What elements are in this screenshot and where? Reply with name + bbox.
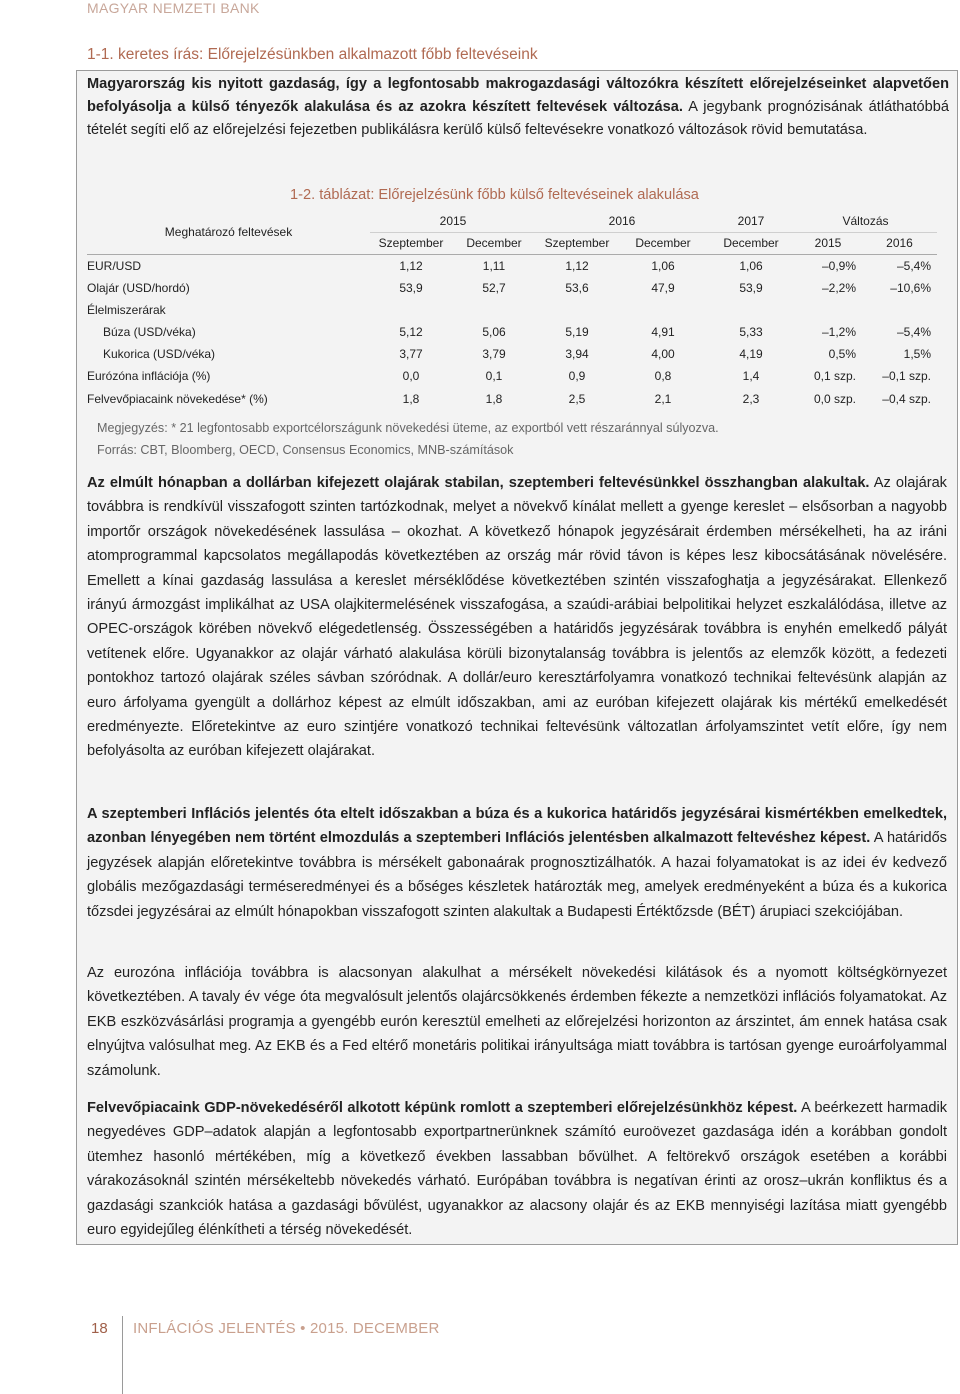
table-cell: 4,91 — [651, 325, 675, 340]
row-label: EUR/USD — [87, 258, 142, 273]
box-intro — [87, 73, 949, 143]
table-cell: 0,1 — [485, 369, 503, 384]
table-cell: 0,1 szp. — [813, 369, 856, 384]
row-label: Olajár (USD/hordó) — [87, 280, 190, 295]
table-cell: –0,1 szp. — [882, 369, 931, 384]
table-cell: 5,33 — [739, 325, 763, 340]
paragraph-grain — [87, 802, 947, 924]
table-cell: –0,9% — [821, 258, 856, 273]
table-cell: 5,06 — [482, 325, 506, 340]
subheader-cell: 2015 — [794, 232, 862, 254]
table-cell — [708, 299, 794, 321]
table-cell: 2,3 — [742, 391, 760, 406]
table-cell: 53,6 — [565, 280, 589, 295]
table-header-years — [87, 210, 937, 232]
paragraph-grain-rest: A határidős jegyzések alapján előretekintve továbbra is mérsékelt gabonaárak prognosztizálhatók. A hazai folyamatokat is az idei év kedvező globális mezőgazdasági terméseredményei és a bőséges készletek határozták meg, amelyek eredményeként a búza és a kukorica tőzsdei jegyzésárai az elmúlt hónapokban visszafogott szinten alakultak a Budapesti Értéktőzsde (BÉT) árupiaci szekciójában. — [87, 830, 947, 920]
assumptions-table — [87, 210, 937, 410]
table-cell: –5,4% — [896, 325, 931, 340]
table-cell: 3,94 — [565, 347, 589, 362]
table-cell — [452, 299, 536, 321]
paragraph-gdp-bold: Felvevőpiacaink GDP-növekedéséről alkotott képünk romlott a szeptemberi előrejelzésünkhöz képest. — [87, 1100, 798, 1116]
table-cell: 1,4 — [742, 369, 760, 384]
table-cell: 1,12 — [399, 258, 423, 273]
table-note: Megjegyzés: * 21 legfontosabb exportcélországunk növekedési üteme, az exportból vett részaránnyal súlyozva. — [97, 421, 719, 435]
subheader-cell: 2016 — [862, 232, 937, 254]
table-cell: 5,12 — [399, 325, 423, 340]
table-row — [87, 321, 937, 343]
running-header: MAGYAR NEMZETI BANK — [87, 0, 260, 16]
table-cell: 1,8 — [402, 391, 420, 406]
table-cell: 53,9 — [739, 280, 763, 295]
table-row — [87, 388, 937, 410]
table-cell: 2,1 — [654, 391, 672, 406]
rowhead-label: Meghatározó feltevések — [87, 210, 370, 254]
box-intro-bold: Magyarország kis nyitott gazdaság, így a legfontosabb makrogazdasági változókra készített előrejelzéseinket alapvetően befolyásolja a külső tényezők alakulása és az azokra készített feltevések változása. — [87, 76, 949, 116]
table-cell: 4,19 — [739, 347, 763, 362]
subheader-cell: Szeptember — [536, 232, 618, 254]
table-cell — [536, 299, 618, 321]
table-cell — [794, 299, 862, 321]
row-label: Búza (USD/véka) — [103, 325, 196, 340]
header-2016: 2016 — [536, 210, 708, 232]
table-cell: 3,79 — [482, 347, 506, 362]
table-caption: 1-2. táblázat: Előrejelzésünk főbb külső feltevéseinek alakulása — [290, 187, 699, 203]
table-cell — [370, 299, 452, 321]
table-row — [87, 365, 937, 387]
table-cell: 1,12 — [565, 258, 589, 273]
paragraph-oil-bold: Az elmúlt hónapban a dollárban kifejezett olajárak stabilan, szeptemberi feltevésünkkel összhangban alakultak. — [87, 475, 870, 491]
subheader-cell: December — [708, 232, 794, 254]
paragraph-eurozone — [87, 961, 947, 1083]
paragraph-gdp — [87, 1096, 947, 1242]
header-2015: 2015 — [370, 210, 536, 232]
subheader-cell: December — [618, 232, 708, 254]
table-cell — [862, 299, 937, 321]
row-label: Kukorica (USD/véka) — [103, 347, 216, 362]
row-label: Felvevőpiacaink növekedése* (%) — [87, 391, 268, 406]
paragraph-oil-rest: Az olajárak továbbra is rendkívül visszafogott szinten tartózkodnak, melyet a növekvő kínálat mellett a gyenge kereslet – elsősorban a nagyobb importőr országok növekedésének lassulása – okozhat. A következő hónapok jegyzésárait érdemben mérsékelheti, ha az iráni atomprogrammal kapcsolatos megállapodás következtében az ország már rövid távon is képes lesz kibocsátásának növelésére. Emellett a kínai gazdaság lassulása a kereslet mérséklődése következtében szintén visszafoghatja a jegyzésárakat. Ellenkező irányú ármozgást implikálhat az USA olajkitermelésének visszafogása, a szaúdi-arábiai belpolitikai helyzet eszkalálódása, illetve az OPEC-országok körében növekvő elégedetlenség. Összességében a határidős jegyzésárak továbbra is enyhén emelkedő pályát vetítenek előre. Ugyanakkor az olajár várható alakulása körüli bizonytalanság továbbra is jelentős az elemzők között, a fedezeti pontokhoz tartozó olajárak széles sávban szóródnak. A dollár/euro keresztárfolyamra vonatkozó technikai feltevésünk alapján az euro árfolyama gyengült a dollárhoz képest az elmúlt időszakban, ami az euróban kifejezett olajárak kis mértékű emelkedését eredményezte. Előretekintve az euro szintjére vonatkozó technikai feltevésünk változatlan árfolyamszintet vetít előre, így nem befolyásolta az euróban kifejezett olajárakat. — [87, 475, 947, 760]
table-notes — [97, 417, 719, 461]
paragraph-gdp-rest: A beérkezett harmadik negyedéves GDP–adatok alapján a legfontosabb exportpartnerünknek számító euroövezet gazdasága idén a korábban gondolt ütemhez hasonló mértékében, míg a következő években lassabban bővülhet. A feltörekvő országok esetében a korábbi várakozásoknál szintén mérsékeltebb növekedés várható. Európában továbbra is negatívan érinti az orosz–ukrán konfliktus és a gazdasági szankciók hatása a gazdasági bővülést, ugyanakkor az alacsony olajár és az EKB mennyiségi lazítása miatt gyengébb euro egyidejűleg élénkítheti a térség növekedését. — [87, 1100, 947, 1239]
header-2017: 2017 — [708, 210, 794, 232]
table-cell: 52,7 — [482, 280, 506, 295]
box-title: 1-1. keretes írás: Előrejelzésünkben alkalmazott főbb feltevéseink — [87, 46, 538, 63]
table-cell: –5,4% — [896, 258, 931, 273]
paragraph-grain-bold: A szeptemberi Inflációs jelentés óta eltelt időszakban a búza és a kukorica határidős jegyzésárai kismértékben emelkedtek, azonban lényegében nem történt elmozdulás a szeptemberi Inflációs jelentésben alkalmazott feltevéshez képest. — [87, 806, 947, 847]
table-cell: 0,8 — [654, 369, 672, 384]
table-row — [87, 343, 937, 365]
table-cell: –0,4 szp. — [882, 391, 931, 406]
table-cell: 0,5% — [828, 347, 856, 362]
row-label: Eurózóna inflációja (%) — [87, 369, 211, 384]
table-cell: 3,77 — [399, 347, 423, 362]
table-cell: 1,5% — [903, 347, 931, 362]
table-cell: 53,9 — [399, 280, 423, 295]
subheader-cell: Szeptember — [370, 232, 452, 254]
table-cell: 1,8 — [485, 391, 503, 406]
box-intro-rest: A jegybank prognózisának átláthatóbbá tételét segíti elő az előrejelzési fejezetben publikálásra kerülő külső feltevésekre vonatkozó változások rövid bemutatása. — [87, 99, 949, 139]
table-cell: –1,2% — [821, 325, 856, 340]
table-cell: 4,00 — [651, 347, 675, 362]
table-row — [87, 254, 937, 276]
paragraph-oil — [87, 471, 947, 764]
table-cell: –10,6% — [890, 280, 931, 295]
table-cell: 47,9 — [651, 280, 675, 295]
table-cell — [618, 299, 708, 321]
page-number: 18 — [91, 1320, 108, 1337]
table-row — [87, 277, 937, 299]
paragraph-eurozone-rest: Az eurozóna inflációja továbbra is alacsonyan alakulhat a mérsékelt növekedési kilátások és a nyomott költségkörnyezet következtében. A tavaly év vége óta megvalósult jelentős olajárcsökkenés érdemben fékezte a nemzetközi inflációs folyamatokat. Az EKB eszközvásárlási programja a gyengébb eurón keresztül emelheti az előrejelzési horizonton az árszintet, ám ennek hatása csak elnyújtva valósulhat meg. Az EKB és a Fed eltérő monetáris politikai irányultsága miatt továbbra is tartósan gyenge euroárfolyammal számolunk. — [87, 965, 947, 1079]
row-label: Élelmiszerárak — [87, 302, 166, 317]
footer-divider — [122, 1316, 123, 1394]
table-cell: 5,19 — [565, 325, 589, 340]
table-cell: 0,9 — [568, 369, 586, 384]
table-cell: 1,11 — [482, 258, 506, 273]
table-body — [87, 254, 937, 409]
table-cell: 2,5 — [568, 391, 586, 406]
table-cell: 1,06 — [651, 258, 675, 273]
table-source: Forrás: CBT, Bloomberg, OECD, Consensus Economics, MNB-számítások — [97, 443, 514, 458]
table-row — [87, 299, 937, 321]
table-cell: 0,0 — [402, 369, 420, 384]
table-cell: 0,0 szp. — [813, 391, 856, 406]
subheader-cell: December — [452, 232, 536, 254]
footer-publication: INFLÁCIÓS JELENTÉS • 2015. DECEMBER — [133, 1320, 440, 1337]
table-cell: 1,06 — [739, 258, 763, 273]
table-cell: –2,2% — [821, 280, 856, 295]
header-change: Változás — [794, 210, 937, 232]
